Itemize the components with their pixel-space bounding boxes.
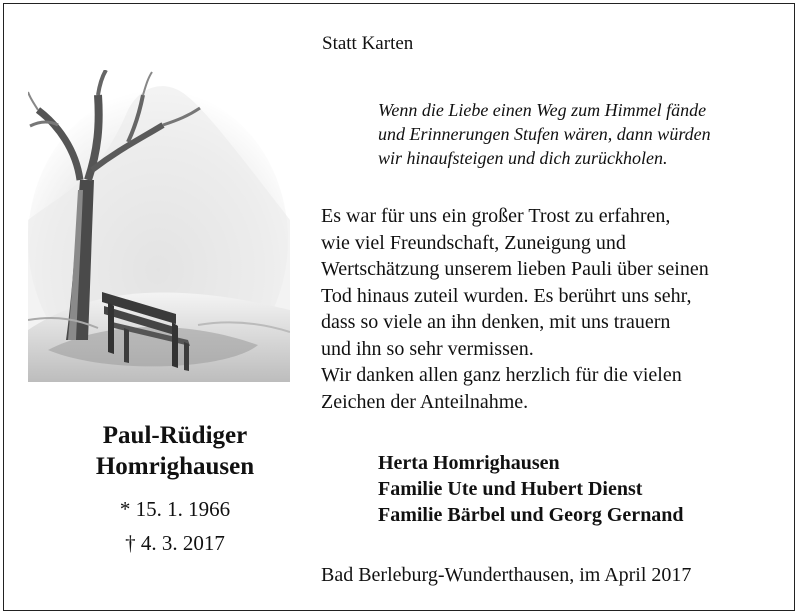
deceased-block bbox=[40, 420, 310, 560]
deceased-first-name: Paul-Rüdiger bbox=[102, 422, 248, 449]
place-and-date: Bad Berleburg-Wunderthausen, im April 2017 bbox=[321, 564, 692, 586]
signatures bbox=[378, 450, 684, 528]
body-line: Es war für uns ein großer Trost zu erfahren, bbox=[321, 205, 671, 227]
body-line: dass so viele an ihn denken, mit uns trauern bbox=[321, 311, 671, 333]
body-line: Tod hinaus zuteil wurden. Es berührt uns sehr, bbox=[321, 284, 692, 307]
tree-bench-illustration bbox=[28, 70, 290, 382]
body-line: Zeichen der Anteilnahme. bbox=[321, 390, 529, 413]
deceased-last-name: Homrighausen bbox=[95, 453, 255, 480]
poem-line: wir hinaufsteigen und dich zurückholen. bbox=[378, 148, 668, 168]
signature-line: Familie Bärbel und Georg Gernand bbox=[378, 504, 684, 526]
signature-line: Familie Ute und Hubert Dienst bbox=[378, 478, 643, 500]
body-line: Wertschätzung unserem lieben Pauli über seinen bbox=[321, 258, 709, 280]
body-line: wie viel Freundschaft, Zuneigung und bbox=[321, 231, 626, 254]
signature-line: Herta Homrighausen bbox=[378, 452, 560, 474]
death-date: † 4. 3. 2017 bbox=[125, 531, 225, 555]
poem-line: und Erinnerungen Stufen wären, dann würden bbox=[378, 124, 711, 144]
thank-you-text bbox=[321, 203, 709, 415]
body-line: Wir danken allen ganz herzlich für die vielen bbox=[321, 364, 682, 386]
notice-heading: Statt Karten bbox=[322, 33, 414, 54]
poem-quote bbox=[378, 98, 711, 170]
life-dates bbox=[40, 492, 310, 560]
body-line: und ihn so sehr vermissen. bbox=[321, 337, 534, 360]
poem-line: Wenn die Liebe einen Weg zum Himmel fände bbox=[378, 100, 707, 120]
birth-date: * 15. 1. 1966 bbox=[119, 497, 231, 521]
